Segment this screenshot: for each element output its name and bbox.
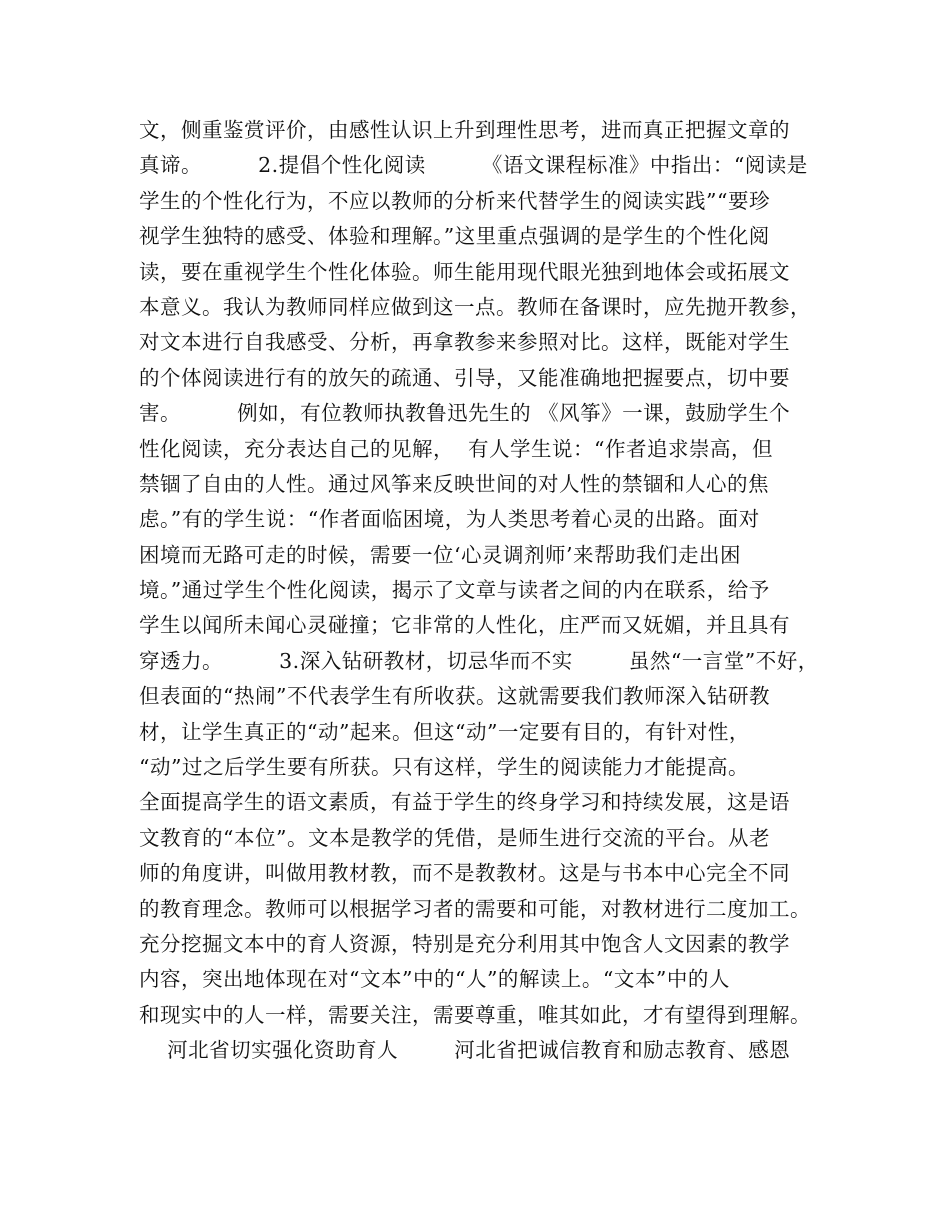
text-line: 师的角度讲，叫做用教材教，而不是教教材。这是与书本中心完全不同	[139, 861, 790, 886]
text-line: 禁锢了自由的人性。通过风筝来反映世间的对人性的禁锢和人心的焦	[139, 471, 769, 496]
text-line: 读，要在重视学生个性化体验。师生能用现代眼光独到地体会或拓展文	[139, 259, 790, 284]
text-line: 境。”通过学生个性化阅读，揭示了文章与读者之间的内在联系，给予	[139, 578, 770, 603]
text-line: “动”过之后学生要有所获。只有这样，学生的阅读能力才能提高。	[139, 755, 749, 780]
text-line: 材，让学生真正的“动”起来。但这“动”一定要有目的，有针对性，	[139, 719, 750, 744]
text-line: 的个体阅读进行有的放矢的疏通、引导，又能准确地把握要点，切中要	[139, 365, 790, 390]
text-line: 学生的个性化行为，不应以教师的分析来代替学生的阅读实践”“要珍	[139, 188, 770, 213]
text-line: 性化阅读，充分表达自己的见解， 有人学生说：“作者追求崇高，但	[139, 436, 774, 461]
text-line: 和现实中的人一样，需要关注，需要尊重，唯其如此，才有望得到理解。	[139, 1002, 811, 1027]
text-line: 但表面的“热闹”不代表学生有所收获。这就需要我们教师深入钻研教	[139, 684, 770, 709]
text-line: 虑。”有的学生说：“作者面临困境，为人类思考着心灵的出路。面对	[139, 507, 760, 532]
text-line: 河北省切实强化资助育人 河北省把诚信教育和励志教育、感恩	[139, 1038, 791, 1063]
text-line: 视学生独特的感受、体验和理解。”这里重点强调的是学生的个性化阅	[139, 224, 770, 249]
text-line: 困境而无路可走的时候，需要一位‘心灵调剂师’来帮助我们走出困	[139, 542, 742, 567]
text-line: 对文本进行自我感受、分析，再拿教参来参照对比。这样，既能对学生	[139, 330, 790, 355]
text-line: 害。 例如，有位教师执教鲁迅先生的 《风筝》一课，鼓励学生个	[139, 401, 791, 426]
text-line: 文，侧重鉴赏评价，由感性认识上升到理性思考，进而真正把握文章的	[139, 118, 790, 142]
text-line: 学生以闻所未闻心灵碰撞；它非常的人性化，庄严而又妩媚，并且具有	[139, 613, 790, 638]
text-line: 本意义。我认为教师同样应做到这一点。教师在备课时，应先抛开教参，	[139, 294, 811, 319]
text-line: 真谛。 2.提倡个性化阅读 《语文课程标准》中指出：“阅读是	[139, 153, 808, 178]
text-line: 全面提高学生的语文素质，有益于学生的终身学习和持续发展，这是语	[139, 790, 790, 815]
text-line: 穿透力。 3.深入钻研教材，切忌华而不实 虽然“一言堂”不好，	[139, 648, 819, 673]
text-line: 充分挖掘文本中的育人资源，特别是充分利用其中饱含人文因素的教学	[139, 931, 790, 956]
text-line: 的教育理念。教师可以根据学习者的需要和可能，对教材进行二度加工。	[139, 896, 811, 921]
text-line: 文教育的“本位”。文本是教学的凭借，是师生进行交流的平台。从老	[139, 825, 770, 850]
body-text	[139, 113, 839, 1069]
text-line: 内容，突出地体现在对“文本”中的“人”的解读上。“文本”中的人	[139, 967, 730, 992]
